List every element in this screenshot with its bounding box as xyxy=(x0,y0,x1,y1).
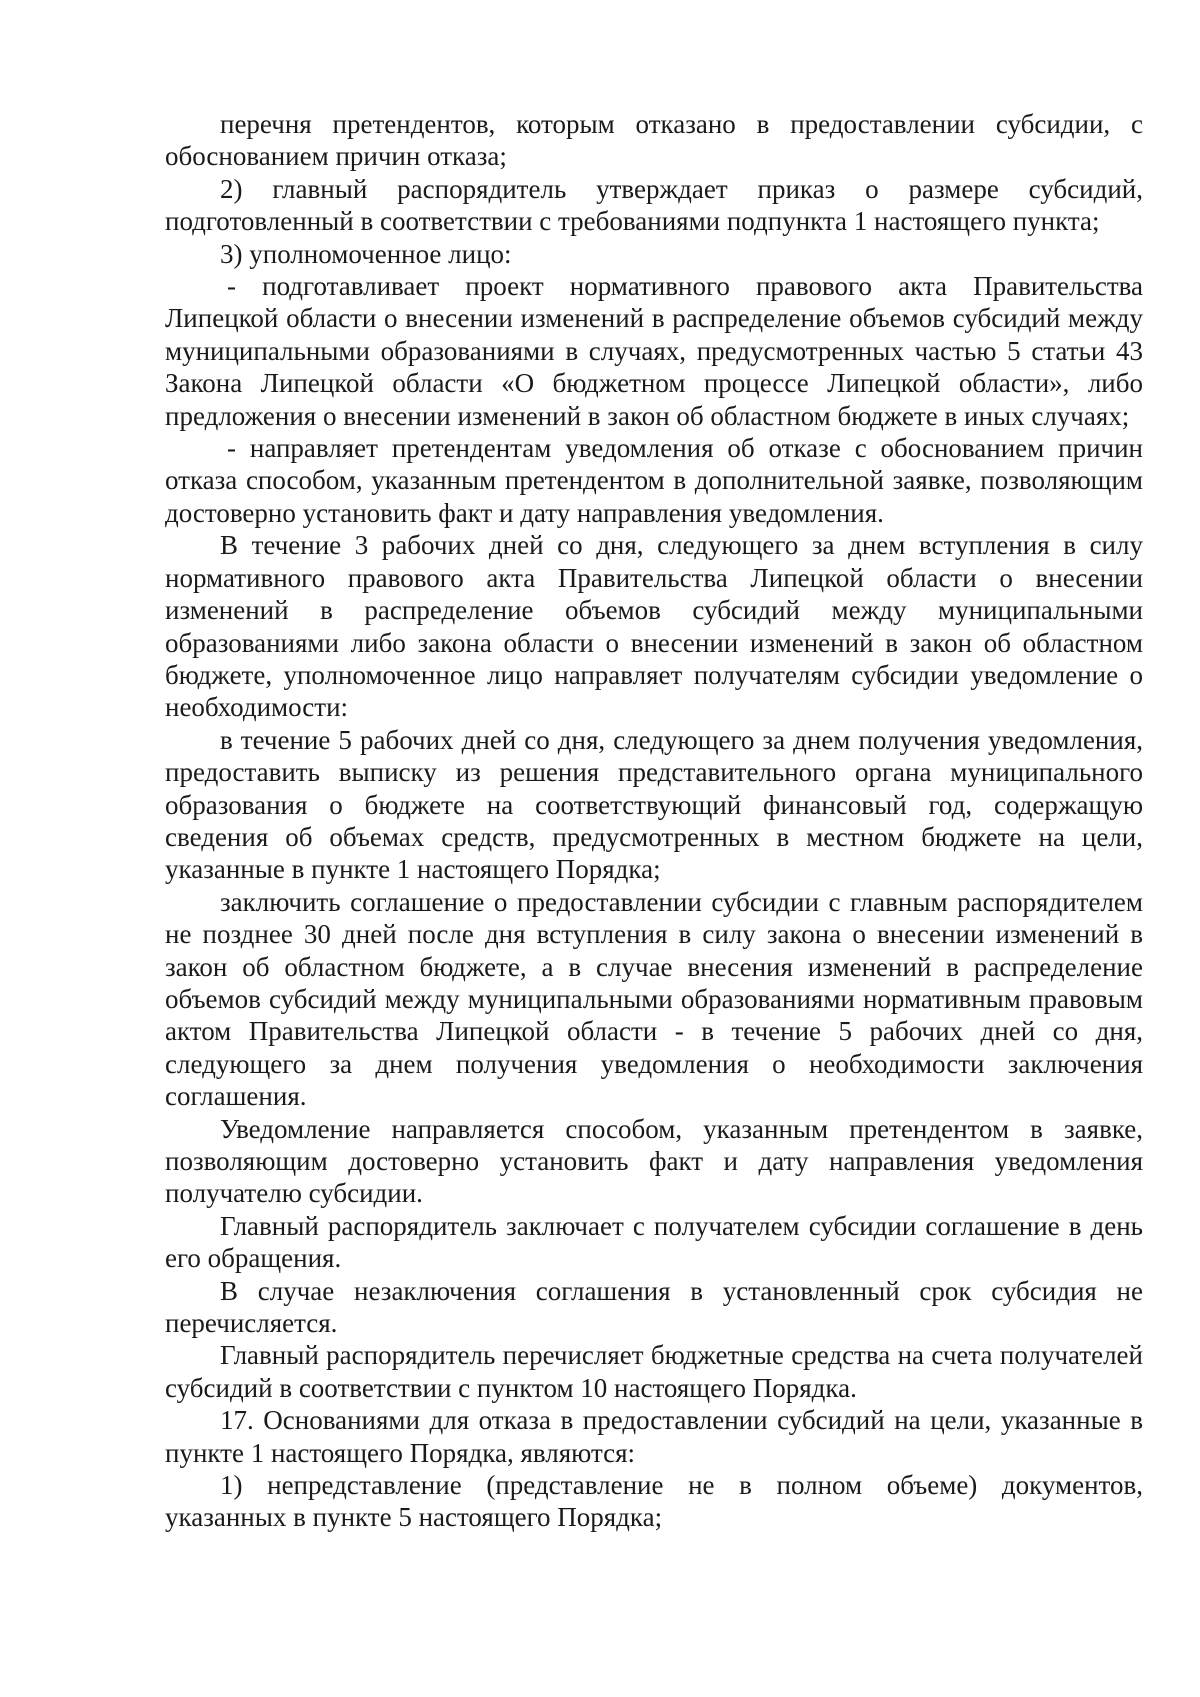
document-page xyxy=(165,108,1143,1534)
paragraph-notice-method: Уведомление направляется способом, указанным претендентом в заявке, позволяющим достоверно установить факт и дату направления уведомления получателю субсидии. xyxy=(165,1113,1143,1209)
paragraph-agreement-day: Главный распорядитель заключает с получателем субсидии соглашение в день его обращения. xyxy=(165,1210,1143,1274)
paragraph-conclude-agreement: заключить соглашение о предоставлении субсидии с главным распорядителем не позднее 30 дней после дня вступления в силу закона о внесении изменений в закон об областном бюджете, а в случае внесения изменений в распределение объемов субсидий между муниципальными образованиями нормативным правовым актом Правительства Липецкой области - в течение 5 рабочих дней со дня, следующего за днем получения уведомления о необходимости заключения соглашения. xyxy=(165,886,1143,1112)
paragraph-dash-prepares: - подготавливает проект нормативного правового акта Правительства Липецкой области о внесении изменений в распределение объемов субсидий между муниципальными образованиями в случаях, предусмотренных частью 5 статьи 43 Закона Липецкой области «О бюджетном процессе Липецкой области», либо предложения о внесении изменений в закон об областном бюджете в иных случаях; xyxy=(165,271,1143,431)
paragraph-item-3: 3) уполномоченное лицо: xyxy=(220,238,512,269)
paragraph-item-17-1: 1) непредставление (представление не в полном объеме) документов, указанных в пункте 5 настоящего Порядка; xyxy=(165,1470,1143,1533)
paragraph-within-5-days: в течение 5 рабочих дней со дня, следующего за днем получения уведомления, предоставить выписку из решения представительного органа муниципального образования о бюджете на соответствующий финансовый год, содержащую сведения об объемах средств, предусмотренных в местном бюджете на цели, указанные в пункте 1 настоящего Порядка; xyxy=(165,724,1143,885)
paragraph-rejected-list: перечня претендентов, которым отказано в предоставлении субсидии, с обоснованием причин отказа; xyxy=(165,109,1143,172)
paragraph-item-2: 2) главный распорядитель утверждает приказ о размере субсидий, подготовленный в соответствии с требованиями подпункта 1 настоящего пункта; xyxy=(165,173,1143,237)
paragraph-no-agreement: В случае незаключения соглашения в установленный срок субсидия не перечисляется. xyxy=(165,1275,1143,1339)
paragraph-item-17: 17. Основаниями для отказа в предоставлении субсидий на цели, указанные в пункте 1 настоящего Порядка, являются: xyxy=(165,1405,1143,1468)
paragraph-within-3-days: В течение 3 рабочих дней со дня, следующего за днем вступления в силу нормативного правового акта Правительства Липецкой области о внесении изменений в распределение объемов субсидий между муниципальными образованиями либо закона области о внесении изменений в закон об областном бюджете, уполномоченное лицо направляет получателям субсидии уведомление о необходимости: xyxy=(165,530,1143,723)
paragraph-dash-sends: - направляет претендентам уведомления об отказе с обоснованием причин отказа способом, указанным претендентом в дополнительной заявке, позволяющим достоверно установить факт и дату направления уведомления. xyxy=(165,433,1143,528)
paragraph-transfer-funds: Главный распорядитель перечисляет бюджетные средства на счета получателей субсидий в соответствии с пунктом 10 настоящего Порядка. xyxy=(165,1340,1143,1403)
